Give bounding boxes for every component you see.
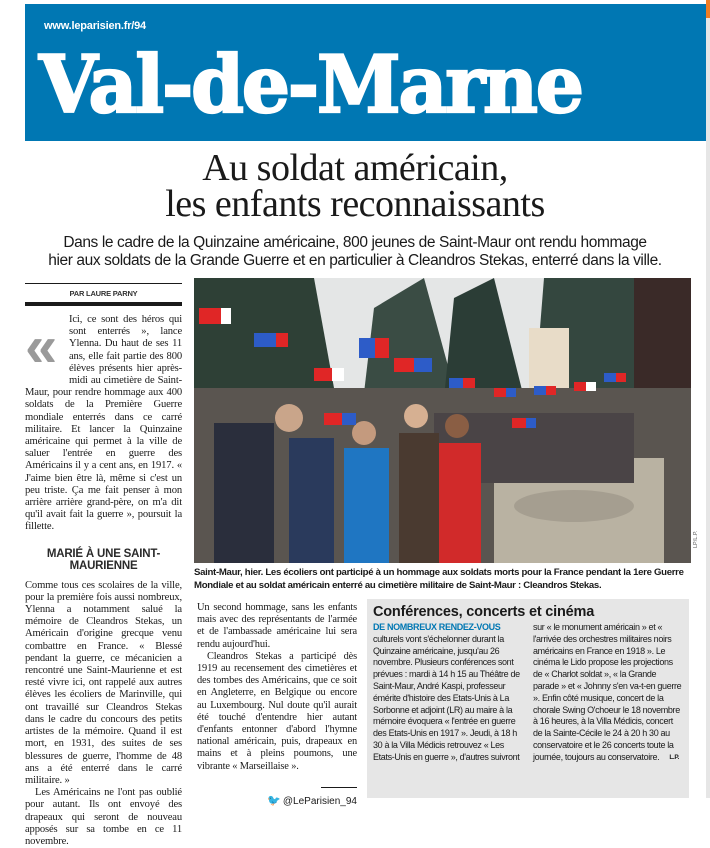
sidebar-columns [373, 622, 683, 764]
article-body-2 [197, 602, 357, 773]
page-edge-scrollbar[interactable] [706, 0, 710, 798]
byline-divider-bottom [25, 302, 182, 306]
twitter-handle-line[interactable] [197, 794, 357, 807]
standfirst-line-2: hier aux soldats de la Grande Guerre et en particulier à Cleandros Stekas, enterré dans la ville. [48, 252, 662, 269]
sidebar-column-1 [373, 622, 523, 764]
article-column-1 [25, 283, 182, 848]
sidebar-text-2: sur « le monument américain » et « l'arrivée des orchestres militaires noirs américains en France en 1918 ». Le cinéma le Lido propose les projections de « Charlot soldat », « la Grande parade » et « Johnny s'en va-t-en guerre ». Enfin côté musique, concert de la chorale Swing O'choeur le 18 novembre à 16 heures, à la Villa Médicis, concert de la Sainte-Cécile le 24 à 20 h 30 au conservatoire et le 26 concerts toute la journée, toujours au conservatoire. [533, 622, 682, 762]
article-headline [0, 147, 710, 225]
subheading: MARIÉ À UNE SAINT-MAURIENNE [46, 547, 161, 572]
article-column-2 [197, 602, 357, 807]
headline-line-2: les enfants reconnaissants [165, 183, 545, 225]
paragraph-2: Comme tous ces scolaires de la ville, pour la première fois aussi nombreux, Ylenna a notamment salué la mémoire de Cleandros Stekas, un Américain d'origine grecque venu combattre en France. « Blessé pendant la guerre, ce mécanicien a rencontré une Saint-Maurienne et est resté vivre ici, ont rappelé aux autres élèves les écoliers de Marinville, qui ont travaillé sur Cleandros Stekas dans le cadre du concours des petits artistes de la mémoire. Quand il est mort, en 1931, des suites de ses blessures de guerre, l'homme de 48 ans a été enterré dans le carré militaire. » [25, 579, 182, 786]
sidebar-signature: L.P. [669, 753, 679, 761]
accent-strip [706, 0, 710, 18]
paragraph-3: Les Américains ne l'ont pas oublié pour autant. Ils ont envoyé des drapeaux qui seront de nouveau apposés sur sa tombe en ce 11 novembre. [25, 787, 182, 847]
site-url[interactable]: www.leparisien.fr/94 [44, 20, 146, 32]
sidebar-text-1: culturels vont s'échelonner durant la Quinzaine américaine, jusqu'au 26 novembre. Plusieurs conférences sont prévues : mardi à 14 h 15 au Théâtre de Saint-Maur, André Kaspi, professeur émérite d'histoire des Etats-Unis à La Sorbonne et adjoint (LR) au maire à la mémoire évoquera « l'entrée en guerre des Etats-Unis en 1917 ». Jeudi, à 18 h 30 à la Villa Médicis retrouvez « Les Etats-Unis en guerre », d'autres suivront [373, 633, 520, 762]
byline: PAR LAURE PARNY [69, 289, 138, 298]
article-photo[interactable] [194, 278, 691, 563]
twitter-bird-icon: 🐦 [267, 794, 281, 807]
paragraph-4: Un second hommage, sans les enfants mais avec des représentants de l'armée et de l'ambassade américaine lui sera rendu aujourd'hui. [197, 602, 357, 650]
headline-line-1: Au soldat américain, [202, 147, 508, 189]
paragraph-5: Cleandros Stekas a participé dès 1919 au recensement des cimetières et des tombes des Américains, que ce soit en Angleterre, en Belgique ou encore au Luxembourg. Nul doute qu'il aurait été touché d'entendre hier autant d'enfants entonner d'abord l'hymne national américain, puis, drapeaux en mains et à pleins poumons, une vibrante « Marseillaise ». [197, 650, 357, 772]
article-body-1 [25, 314, 182, 848]
quote-mark-icon: « [25, 314, 48, 379]
twitter-handle[interactable]: @LeParisien_94 [282, 795, 357, 807]
photo-caption: Saint-Maur, hier. Les écoliers ont participé à un hommage aux soldats morts pour la France pendant la 1ere Guerre Mondiale et au soldat américain enterré au cimetière militaire de Saint-Maur : Cleandros Stekas. [194, 567, 684, 591]
masthead-banner [25, 4, 706, 141]
events-sidebar [367, 599, 689, 798]
photo-credit: LP/L.P. [693, 530, 699, 548]
sidebar-column-2 [533, 622, 683, 764]
twitter-divider [321, 787, 357, 788]
sidebar-lead: DE NOMBREUX RENDEZ-VOUS [373, 622, 501, 632]
article-standfirst [10, 234, 700, 270]
sidebar-title: Conférences, concerts et cinéma [373, 604, 595, 620]
standfirst-line-1: Dans le cadre de la Quinzaine américaine, 800 jeunes de Saint-Maur ont rendu hommage [63, 234, 647, 251]
photo-image [194, 278, 691, 563]
paragraph-1: Ici, ce sont des héros qui sont enterrés », lance Ylenna. Du haut de ses 11 ans, elle fait partie des 800 élèves présents hier après-midi au cimetière de Saint-Maur, pour rendre hommage aux 400 soldats de la Première Guerre mondiale enterrés dans ce carré militaire. Et lancer la Quinzaine américaine qui permet à la ville de saluer l'entrée en guerre des Américains il y a cent ans, en 1917. « J'aime bien être là, même si c'est un peu triste. Ça me fait penser à mon arrière arrière grand-père, on m'a dit qu'il avait fait la guerre », poursuit la fillette. [25, 314, 182, 533]
section-title: Val-de-Marne [39, 38, 582, 132]
